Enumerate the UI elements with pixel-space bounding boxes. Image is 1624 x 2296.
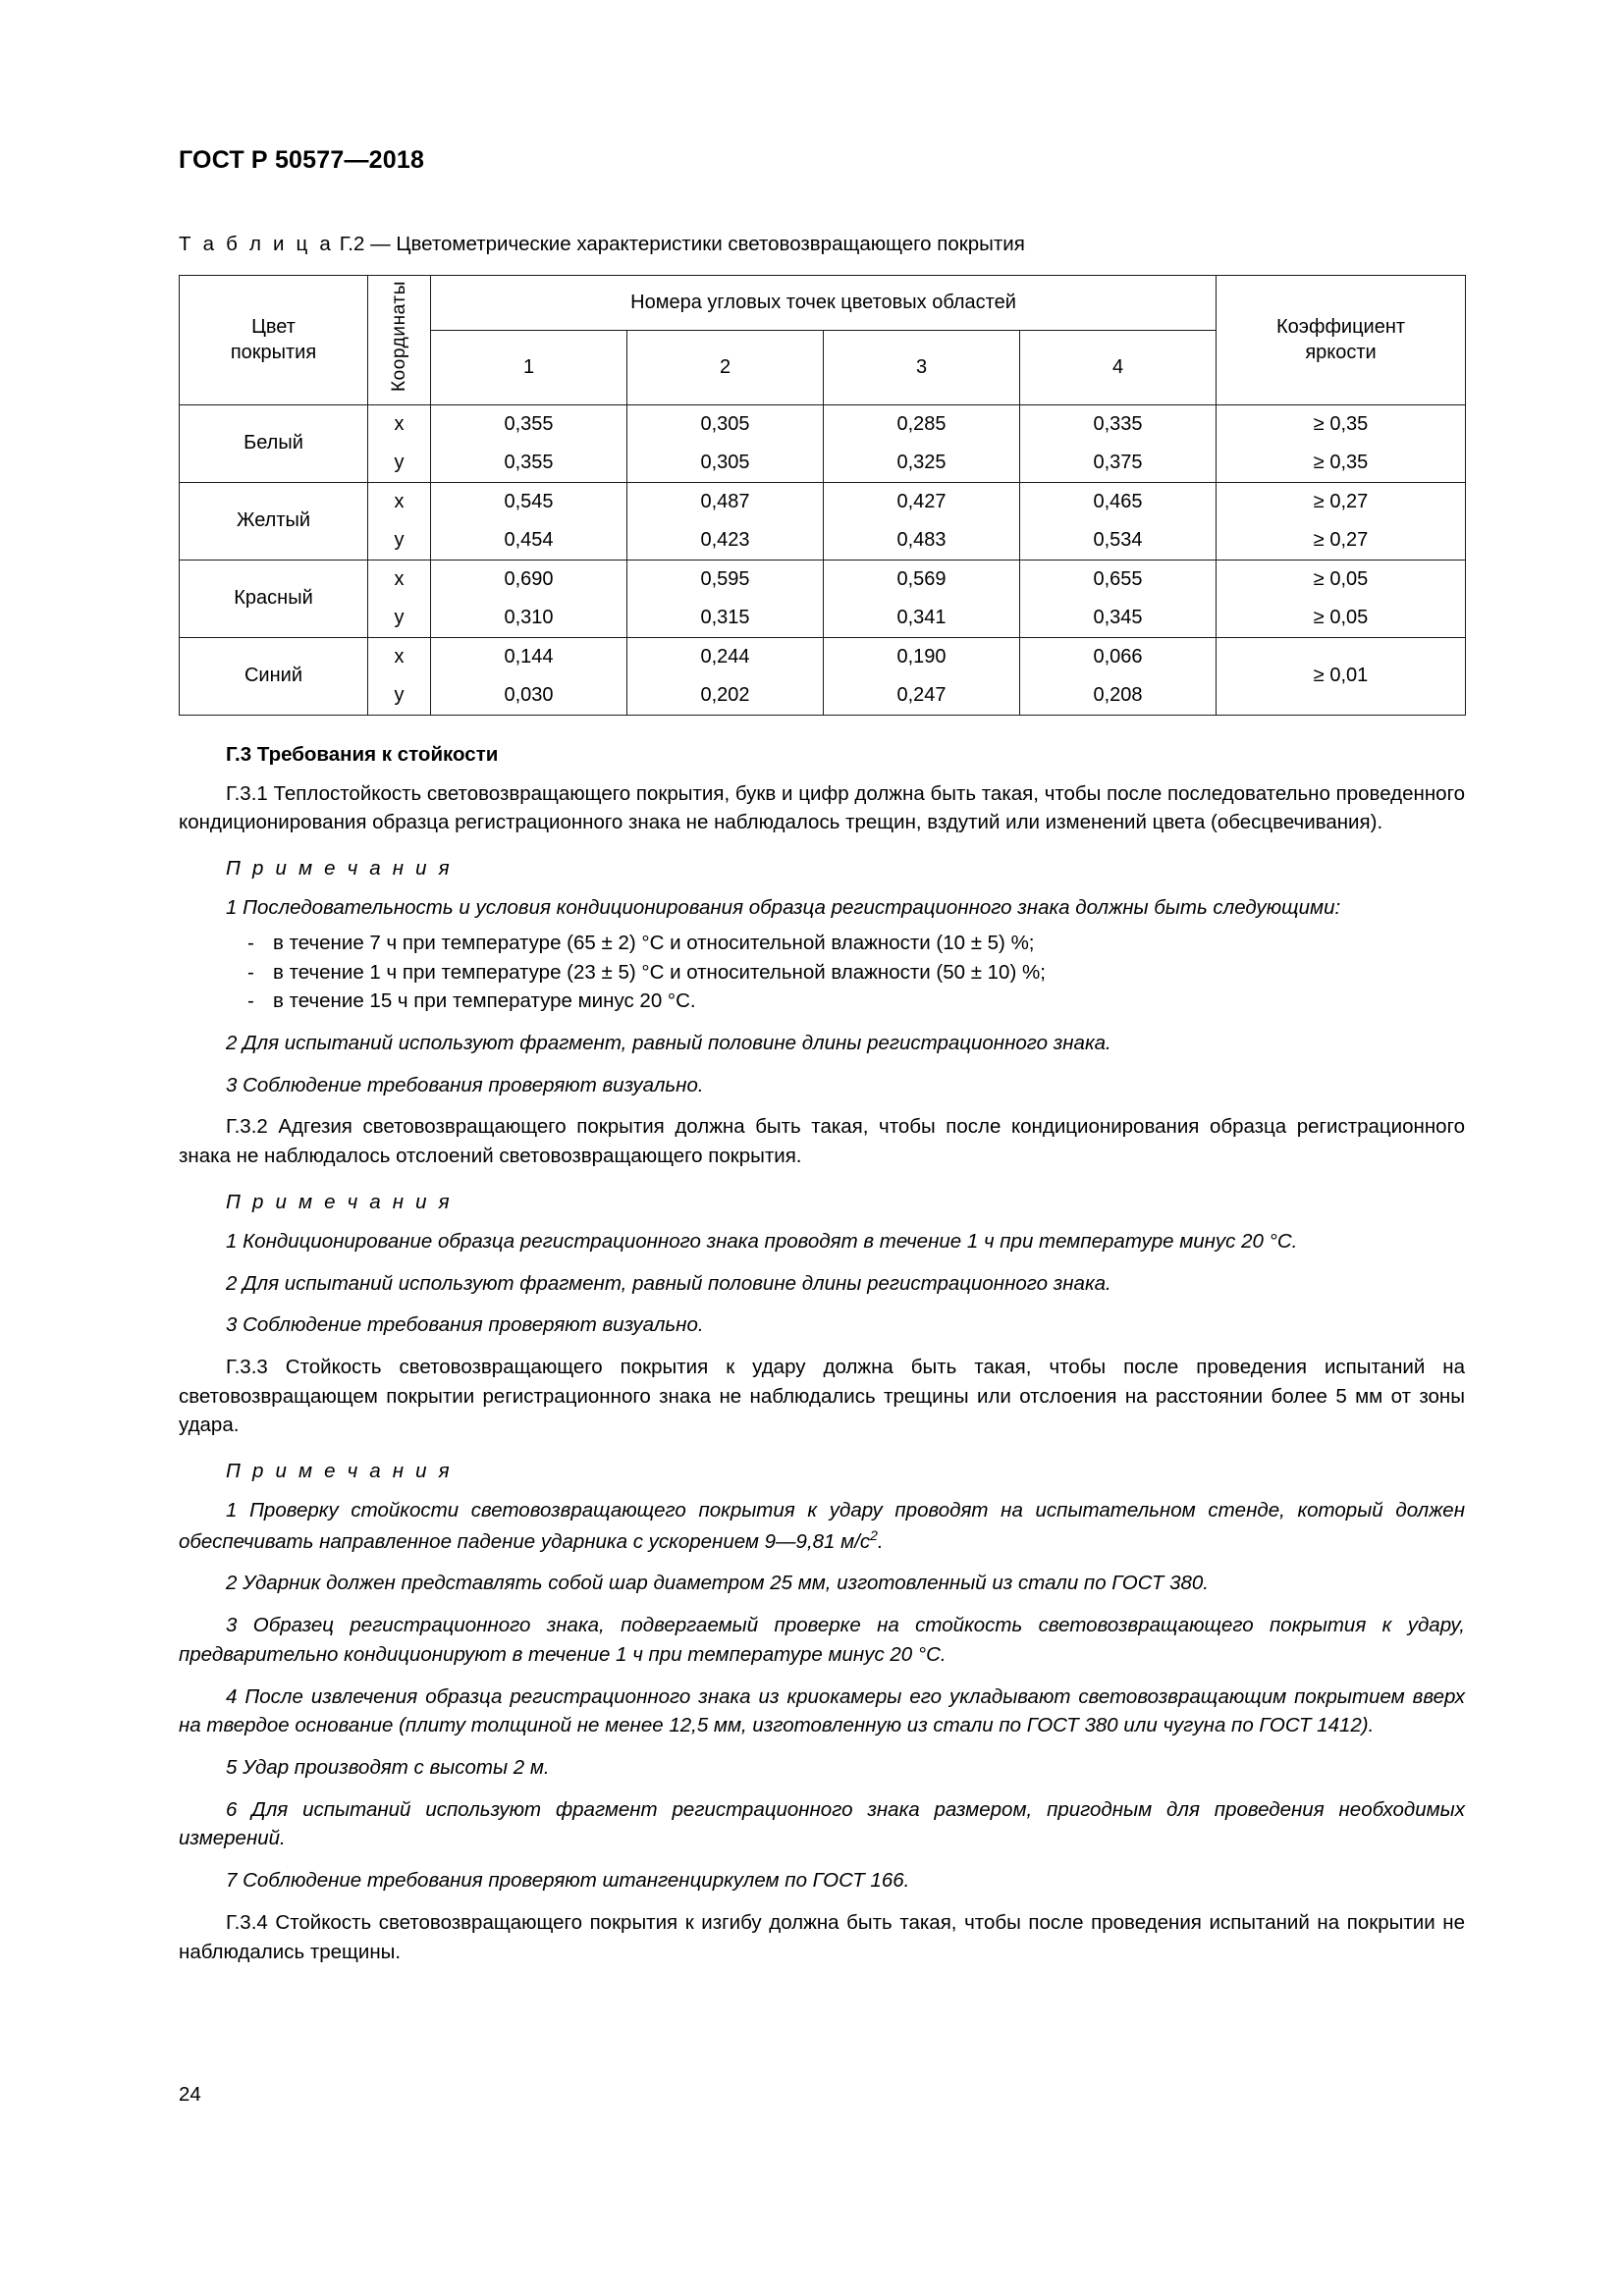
value-x: 0,285 <box>896 412 947 435</box>
value-x: 0,569 <box>896 567 947 590</box>
value-y: 0,208 <box>1093 683 1143 706</box>
note-2-1: 1 Кондиционирование образца регистрационного знака проводят в течение 1 ч при температуре минус 20 °C. <box>226 1229 1298 1253</box>
section-title-g3: Г.3 Требования к стойкости <box>226 742 499 766</box>
axis-label-y: y <box>394 683 405 706</box>
dash-marker: - <box>247 960 254 984</box>
note-1-2: 2 Для испытаний используют фрагмент, равный половине длины регистрационного знака. <box>226 1031 1111 1054</box>
list-item <box>179 958 1465 988</box>
value-y: 0,247 <box>896 683 947 706</box>
colorimetric-characteristics-table <box>179 275 1466 716</box>
note-3-5: 5 Удар производят с высоты 2 м. <box>226 1756 550 1779</box>
cell-coordinate-axes <box>368 560 431 637</box>
value-x: 0,335 <box>1093 412 1143 435</box>
cell-point-1 <box>431 482 627 560</box>
cell-color-name: Синий <box>180 637 368 715</box>
value-x: 0,545 <box>504 490 554 512</box>
cell-point-1 <box>431 404 627 482</box>
paragraph-g3-2: Г.3.2 Адгезия световозвращающего покрытия должна быть такая, чтобы после кондиционирования образца регистрационного знака не наблюдалось отслоений световозвращающего покрытия. <box>179 1115 1465 1168</box>
value-x: 0,144 <box>504 645 554 667</box>
table-caption-label: Т а б л и ц а <box>179 233 334 255</box>
value-x: 0,244 <box>700 645 750 667</box>
cell-brightness-coefficient <box>1217 482 1466 560</box>
axis-label-y: y <box>394 451 405 473</box>
value-y: 0,030 <box>504 683 554 706</box>
table-caption <box>179 232 1465 258</box>
header-coordinates <box>368 275 431 404</box>
notes-heading-3: П р и м е ч а н и я <box>226 1460 453 1483</box>
list-item-text: в течение 7 ч при температуре (65 ± 2) °C и относительной влажности (10 ± 5) %; <box>273 931 1035 954</box>
header-brightness-line2: яркости <box>1305 342 1377 364</box>
value-y: 0,315 <box>700 606 750 628</box>
cell-point-3 <box>824 637 1020 715</box>
cell-point-3 <box>824 404 1020 482</box>
header-color <box>180 275 368 404</box>
cell-point-3 <box>824 560 1020 637</box>
table-caption-number: Г.2 <box>339 233 365 255</box>
header-point-group: Номера угловых точек цветовых областей <box>431 275 1217 330</box>
list-item-text: в течение 1 ч при температуре (23 ± 5) °C и относительной влажности (50 ± 10) %; <box>273 960 1046 984</box>
header-coordinates-label: Координаты <box>388 280 409 392</box>
cell-brightness-coefficient <box>1217 404 1466 482</box>
value-x: 0,066 <box>1093 645 1143 667</box>
paragraph-g3-3: Г.3.3 Стойкость световозвращающего покрытия к удару должна быть такая, чтобы после проведения испытаний на световозвращающем покрытии регистрационного знака не наблюдались трещины или отслоения на расстоянии более 5 мм от зоны удара. <box>179 1355 1465 1437</box>
cell-coordinate-axes <box>368 482 431 560</box>
cell-point-2 <box>627 482 824 560</box>
cell-point-2 <box>627 560 824 637</box>
dash-marker: - <box>247 989 254 1013</box>
cell-point-4 <box>1020 482 1217 560</box>
cell-point-1 <box>431 560 627 637</box>
header-point-4: 4 <box>1020 330 1217 404</box>
standard-header: ГОСТ Р 50577—2018 <box>179 146 425 174</box>
note-1-1: 1 Последовательность и условия кондиционирования образца регистрационного знака должны быть следующими: <box>226 896 1341 920</box>
paragraph-g3-4: Г.3.4 Стойкость световозвращающего покрытия к изгибу должна быть такая, чтобы после проведения испытаний на покрытии не наблюдались трещины. <box>179 1910 1465 1963</box>
table-row <box>180 560 1466 637</box>
axis-label-y: y <box>394 606 405 628</box>
list-item <box>179 987 1465 1016</box>
brightness-y: ≥ 0,05 <box>1313 606 1369 628</box>
cell-coordinate-axes <box>368 404 431 482</box>
cell-point-4 <box>1020 637 1217 715</box>
table-caption-dash: — <box>370 233 391 255</box>
notes-heading-1: П р и м е ч а н и я <box>226 857 453 881</box>
brightness-x: ≥ 0,05 <box>1313 567 1369 590</box>
value-y: 0,534 <box>1093 528 1143 551</box>
value-x: 0,355 <box>504 412 554 435</box>
cell-point-3 <box>824 482 1020 560</box>
list-item <box>179 929 1465 958</box>
header-point-3: 3 <box>824 330 1020 404</box>
brightness-y: ≥ 0,35 <box>1313 451 1369 473</box>
note-2-3: 3 Соблюдение требования проверяют визуально. <box>226 1313 704 1337</box>
value-y: 0,454 <box>504 528 554 551</box>
dash-marker: - <box>247 931 254 954</box>
page-content <box>179 0 1465 1966</box>
cell-color-name: Белый <box>180 404 368 482</box>
header-brightness <box>1217 275 1466 404</box>
table-row <box>180 404 1466 482</box>
header-color-line1: Цвет <box>251 315 296 338</box>
cell-point-1 <box>431 637 627 715</box>
value-y: 0,325 <box>896 451 947 473</box>
cell-coordinate-axes <box>368 637 431 715</box>
cell-point-4 <box>1020 404 1217 482</box>
paragraph-g3-1: Г.3.1 Теплостойкость световозвращающего покрытия, букв и цифр должна быть такая, чтобы после последовательно проведенного кондиционирования образца регистрационного знака не наблюдалось трещин, вздутий или изменений цвета (обесцвечивания). <box>179 781 1465 834</box>
cell-brightness-coefficient <box>1217 560 1466 637</box>
note-3-7: 7 Соблюдение требования проверяют штангенциркулем по ГОСТ 166. <box>226 1869 910 1893</box>
table-head <box>180 275 1466 404</box>
note-3-1-period: . <box>877 1529 884 1553</box>
note-1-3: 3 Соблюдение требования проверяют визуально. <box>226 1073 704 1096</box>
note-3-1 <box>179 1496 1465 1556</box>
value-x: 0,487 <box>700 490 750 512</box>
note-3-1-exponent: 2 <box>870 1526 878 1543</box>
axis-label-x: x <box>394 645 405 667</box>
note-1-bullet-list <box>179 929 1465 1016</box>
value-y: 0,305 <box>700 451 750 473</box>
table-row <box>180 637 1466 715</box>
axis-label-y: y <box>394 528 405 551</box>
value-x: 0,595 <box>700 567 750 590</box>
cell-point-4 <box>1020 560 1217 637</box>
value-y: 0,341 <box>896 606 947 628</box>
value-x: 0,305 <box>700 412 750 435</box>
value-y: 0,310 <box>504 606 554 628</box>
value-y: 0,423 <box>700 528 750 551</box>
value-y: 0,345 <box>1093 606 1143 628</box>
brightness-x: ≥ 0,35 <box>1313 412 1369 435</box>
note-3-3: 3 Образец регистрационного знака, подвергаемый проверке на стойкость световозвращающего покрытия к удару, предварительно кондиционируют в течение 1 ч при температуре минус 20 °C. <box>179 1614 1465 1666</box>
value-x: 0,690 <box>504 567 554 590</box>
value-y: 0,355 <box>504 451 554 473</box>
note-3-4: 4 После извлечения образца регистрационного знака из криокамеры его укладывают световозвращающим покрытием вверх на твердое основание (плиту толщиной не менее 12,5 мм, изготовленную из стали по ГОСТ 380 или чугуна по ГОСТ 1412). <box>179 1684 1465 1737</box>
table-head-row-1 <box>180 275 1466 330</box>
value-y: 0,375 <box>1093 451 1143 473</box>
header-point-2: 2 <box>627 330 824 404</box>
cell-brightness-coefficient: ≥ 0,01 <box>1217 637 1466 715</box>
value-x: 0,190 <box>896 645 947 667</box>
page-number: 24 <box>179 2083 201 2106</box>
cell-point-2 <box>627 404 824 482</box>
cell-color-name: Красный <box>180 560 368 637</box>
value-x: 0,427 <box>896 490 947 512</box>
note-3-1-text: 1 Проверку стойкости световозвращающего покрытия к удару проводят на испытательном стенде, который должен обеспечивать направленное падение ударника с ускорением 9—9,81 м/с <box>179 1499 1465 1553</box>
brightness-x: ≥ 0,27 <box>1313 490 1369 512</box>
value-x: 0,465 <box>1093 490 1143 512</box>
note-3-2: 2 Ударник должен представлять собой шар диаметром 25 мм, изготовленный из стали по ГОСТ 380. <box>226 1572 1209 1595</box>
value-y: 0,202 <box>700 683 750 706</box>
header-color-line2: покрытия <box>230 342 317 364</box>
table-row <box>180 482 1466 560</box>
cell-point-2 <box>627 637 824 715</box>
note-3-6: 6 Для испытаний используют фрагмент регистрационного знака размером, пригодным для проведения необходимых измерений. <box>179 1797 1465 1850</box>
list-item-text: в течение 15 ч при температуре минус 20 °C. <box>273 989 696 1013</box>
value-y: 0,483 <box>896 528 947 551</box>
note-2-2: 2 Для испытаний используют фрагмент, равный половине длины регистрационного знака. <box>226 1271 1111 1295</box>
notes-heading-2: П р и м е ч а н и я <box>226 1190 453 1213</box>
table-body <box>180 404 1466 715</box>
header-point-1: 1 <box>431 330 627 404</box>
header-brightness-line1: Коэффициент <box>1276 315 1406 338</box>
axis-label-x: x <box>394 412 405 435</box>
brightness-y: ≥ 0,27 <box>1313 528 1369 551</box>
axis-label-x: x <box>394 567 405 590</box>
cell-color-name: Желтый <box>180 482 368 560</box>
value-x: 0,655 <box>1093 567 1143 590</box>
axis-label-x: x <box>394 490 405 512</box>
table-caption-title: Цветометрические характеристики световозвращающего покрытия <box>396 233 1025 255</box>
